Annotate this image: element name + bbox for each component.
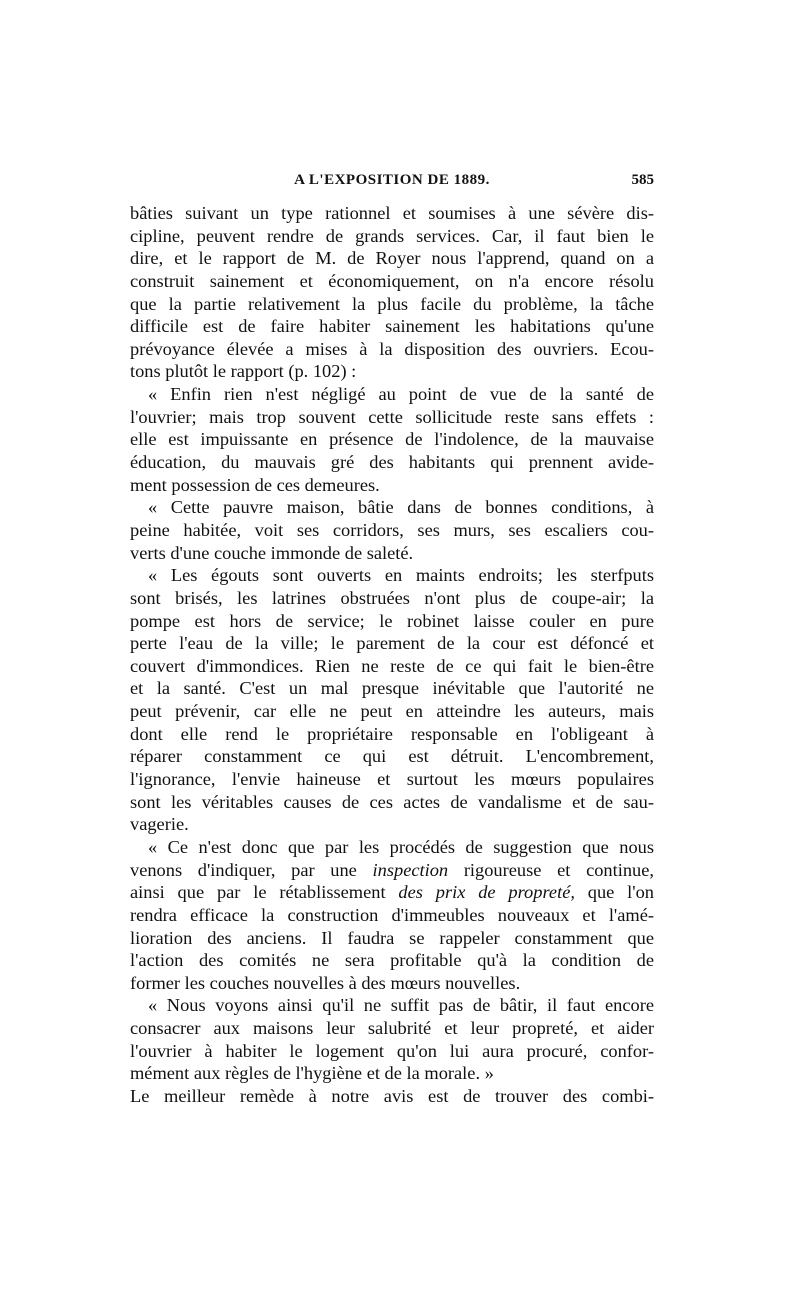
text-line: et la santé. C'est un mal presque inévitable que l'autorité ne [130,678,654,699]
text-line: perte l'eau de la ville; le parement de la cour est défoncé et [130,633,654,654]
text-line: prévoyance élevée a mises à la disposition des ouvriers. Ecou- [130,338,654,359]
text-line: vagerie. [130,814,189,835]
text-line: couvert d'immondices. Rien ne reste de ce qui fait le bien-être [130,655,654,676]
text-line: peine habitée, voit ses corridors, ses murs, ses escaliers cou- [130,519,654,540]
text-line: difficile est de faire habiter sainement les habitations qu'une [130,316,654,337]
text-line: réparer constamment ce qui est détruit. L'encombrement, [130,746,654,767]
text-line: « Nous voyons ainsi qu'il ne suffit pas de bâtir, il faut encore [148,995,654,1016]
text-line: mément aux règles de l'hygiène et de la morale. » [130,1063,494,1084]
text-line: cipline, peuvent rendre de grands services. Car, il faut bien le [130,225,654,246]
text-line: Le meilleur remède à notre avis est de trouver des combi- [130,1085,654,1106]
text-line: dire, et le rapport de M. de Royer nous l'apprend, quand on a [130,248,654,269]
text-line: verts d'une couche immonde de saleté. [130,542,414,563]
text-line: former les couches nouvelles à des mœurs nouvelles. [130,972,521,993]
page-number: 585 [631,172,654,188]
italic-term: des prix de propreté, [398,882,575,903]
text-line: lioration des anciens. Il faudra se rappeler constamment que [130,927,654,948]
text-line: « Enfin rien n'est négligé au point de vue de la santé de [148,384,654,405]
text-line [130,859,654,882]
text-line: tons plutôt le rapport (p. 102) : [130,361,357,382]
text-line: « Ce n'est donc que par les procédés de suggestion que nous [148,836,654,857]
text-line: « Les égouts sont ouverts en maints endroits; les sterfputs [148,565,654,586]
text-line: éducation, du mauvais gré des habitants qui prennent avide- [130,452,654,473]
text-line: l'ouvrier à habiter le logement qu'on lui aura procuré, confor- [130,1040,654,1061]
text-segment: venons d'indiquer, par une [130,859,357,880]
italic-term: inspection [372,859,449,880]
text-line: l'ouvrier; mais trop souvent cette sollicitude reste sans effets : [130,406,654,427]
text-line: peut prévenir, car elle ne peut en atteindre les auteurs, mais [130,701,654,722]
text-line: consacrer aux maisons leur salubrité et leur propreté, et aider [130,1018,654,1039]
text-line: sont brisés, les latrines obstruées n'ont plus de coupe-air; la [130,587,654,608]
text-line: dont elle rend le propriétaire responsable en l'obligeant à [130,723,654,744]
text-line: elle est impuissante en présence de l'indolence, de la mauvaise [130,429,654,450]
text-line: « Cette pauvre maison, bâtie dans de bonnes conditions, à [148,497,654,518]
text-line: ment possession de ces demeures. [130,474,380,495]
text-line: pompe est hors de service; le robinet laisse couler en pure [130,610,654,631]
body-text [130,202,654,1108]
text-line: construit sainement et économiquement, on n'a encore résolu [130,270,654,291]
text-segment: rigoureuse et continue, [463,859,654,880]
text-line: l'ignorance, l'envie haineuse et surtout les mœurs populaires [130,769,654,790]
running-title: A L'EXPOSITION DE 1889. [294,172,490,188]
page-header [130,172,654,194]
text-line [130,881,654,904]
text-line: l'action des comités ne sera profitable qu'à la condition de [130,950,654,971]
text-segment: ainsi que par le rétablissement [130,882,386,903]
text-segment: que l'on [587,882,654,903]
text-line: sont les véritables causes de ces actes de vandalisme et de sau- [130,791,654,812]
text-line: bâties suivant un type rationnel et soumises à une sévère dis- [130,203,654,223]
text-line: que la partie relativement la plus facile du problème, la tâche [130,293,654,314]
text-line: rendra efficace la construction d'immeubles nouveaux et l'amé- [130,904,654,925]
